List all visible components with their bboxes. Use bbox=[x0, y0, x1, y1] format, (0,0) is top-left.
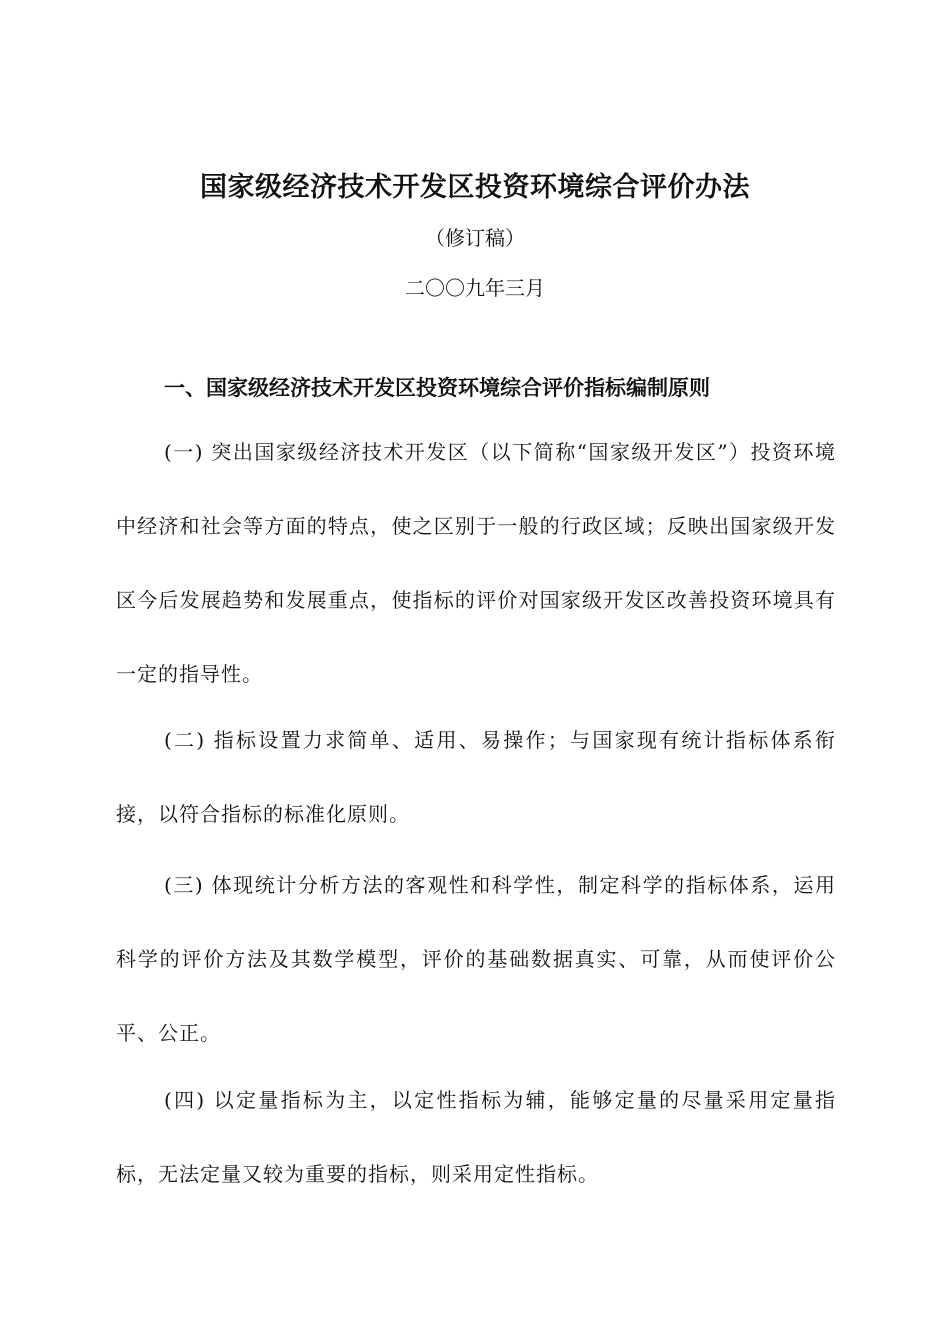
document-subtitle: （修订稿） bbox=[425, 226, 525, 250]
paragraph-principle-4: (四) 以定量指标为主，以定性指标为辅，能够定量的尽量采用定量指标，无法定量又较为重要的指标，则采用定性指标。 bbox=[116, 1088, 836, 1186]
paragraph-principle-3: (三) 体现统计分析方法的客观性和科学性，制定科学的指标体系，运用科学的评价方法及其数学模型，评价的基础数据真实、可靠，从而使评价公平、公正。 bbox=[116, 873, 836, 1045]
document-title: 国家级经济技术开发区投资环境综合评价办法 bbox=[200, 172, 750, 203]
paragraph-principle-2: (二) 指标设置力求简单、适用、易操作；与国家现有统计指标体系衔接，以符合指标的标准化原则。 bbox=[116, 728, 836, 826]
document-date: 二〇〇九年三月 bbox=[405, 276, 545, 300]
section-heading: 一、国家级经济技术开发区投资环境综合评价指标编制原则 bbox=[164, 376, 710, 400]
paragraph-principle-1: (一) 突出国家级经济技术开发区（以下简称“国家级开发区”）投资环境中经济和社会等方面的特点，使之区别于一般的行政区域；反映出国家级开发区今后发展趋势和发展重点，使指标的评价对国家级开发区改善投资环境具有一定的指导性。 bbox=[116, 440, 836, 686]
